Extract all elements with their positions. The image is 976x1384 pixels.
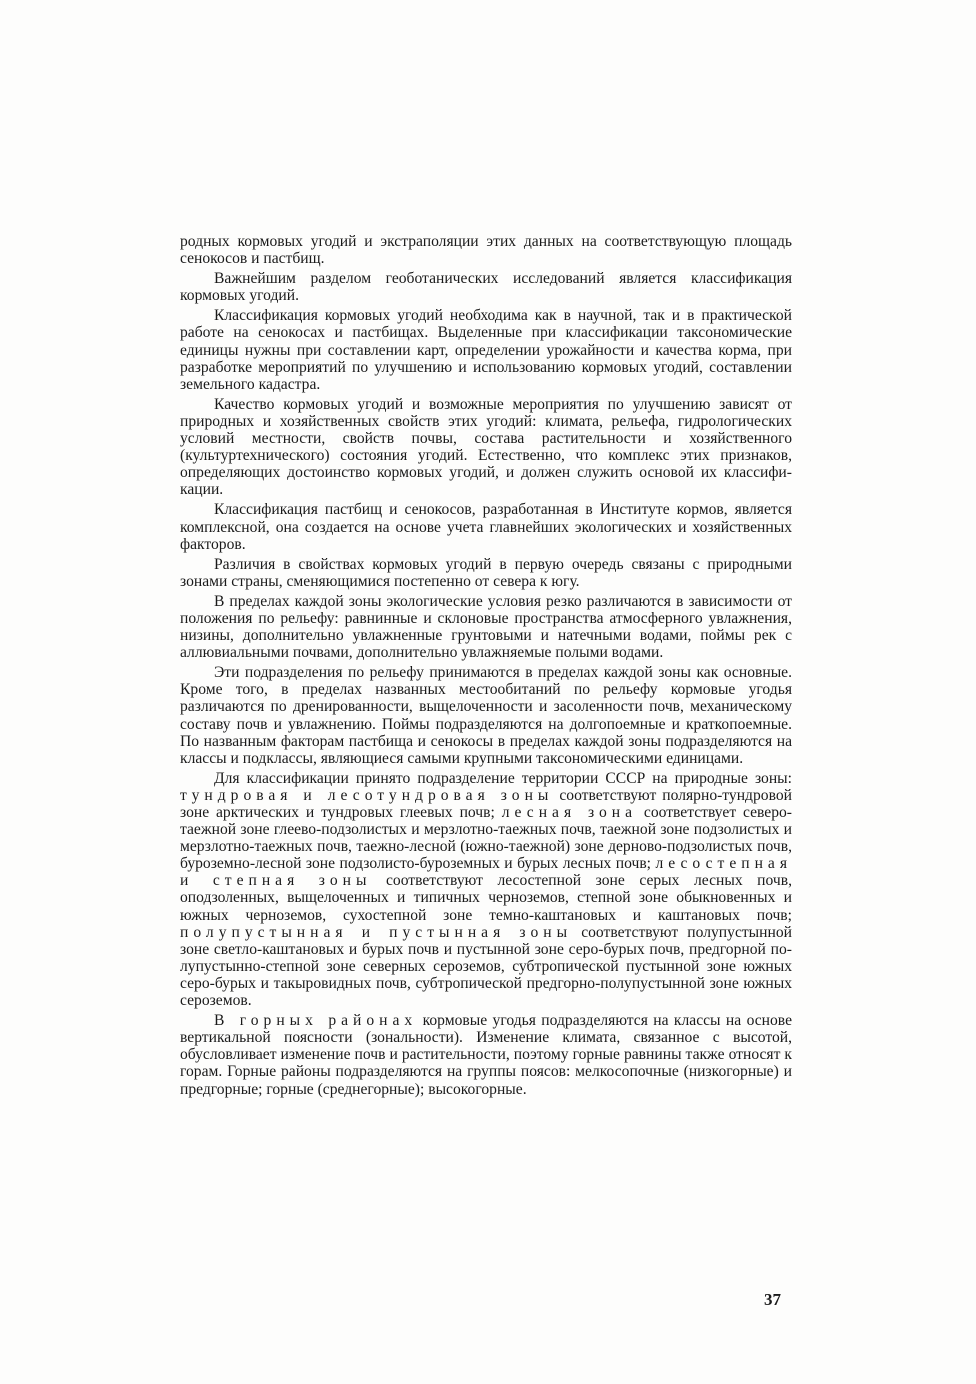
paragraph-text: кормовые угодья подразделяются на классы на основе вертикальной поясности (зональности). Изменение климата, связанное с высотой, обусловливает изменение почв и растительности, поэтому горные равнины также относят к горам. Горные районы подразделяются на группы поясов: мелкосопочные (низкогорные) и предгорные; горные (среднегорные); высокогорные. xyxy=(180,1012,793,1098)
paragraph xyxy=(180,770,792,1009)
paragraph xyxy=(180,307,792,392)
paragraph-text: Различия в свойствах кормовых угодий в первую очередь связаны с природными зонами страны, сменяющимися постепенно от севера к югу. xyxy=(180,555,792,590)
paragraph-text: Для классификации принято подразделение территории СССР на природные зоны: xyxy=(214,769,792,787)
spaced-emphasis-text: полупустынная и пустынная зоны xyxy=(180,923,573,941)
paragraph xyxy=(180,1012,792,1097)
paragraph-text: Качество кормовых угодий и возможные мероприятия по улучшению зависят от природных и хозяйственных свойств этих угодий: климата, рельефа, гидрологических условий местности, свойств почвы, состава растительности и хозяйственного (культуртехнического) состояния угодий. Естественно, что комплекс этих признаков, определяющих достоинство кормовых угодий, и должен служить основой их классификации. xyxy=(180,395,792,499)
spaced-emphasis-text: тундровая и лесотундровая зоны xyxy=(180,786,554,804)
spaced-emphasis-text: лесостепная и степная зоны xyxy=(180,855,792,890)
paragraph xyxy=(180,233,792,267)
paragraph-text: Важнейшим разделом геоботанических исследований является классификация кормовых угодий. xyxy=(180,270,792,305)
paragraph-text: родных кормовых угодий и экстраполяции этих данных на соответствующую площадь сенокосов и пастбищ. xyxy=(180,233,792,268)
paragraph xyxy=(180,593,792,661)
paragraph-text: Классификация кормовых угодий необходима как в научной, так и в практической работе на сенокосах и пастбищах. Выделенные при классификации таксономические единицы нужны при составлении карт, определении урожайности и качества корма, при разработке мероприятий по улучшению и использованию кормовых угодий, составлении земельного кадастра. xyxy=(180,307,792,393)
body-text xyxy=(180,233,792,1101)
page-number: 37 xyxy=(764,1290,781,1309)
paragraph-text: соответствуют лесостепной зоне серых лесных почв, оподзоленных, выщелоченных и типичных черноземов, степной зоне обыкновенных и южных черноземов, сухостепной зоне темно-каштановых и каштановых почв; xyxy=(180,872,792,924)
paragraph-text: Классификация пастбищ и сенокосов, разработанная в Институте кормов, является комплексной, она создается на основе учета главнейших экологических и хозяйственных факторов. xyxy=(180,501,792,553)
paragraph-text: соответствует северо-таежной зоне глеево-подзолистых и мерзлотно-таежных почв, таежной зоне подзолистых и мерзлотно-таежных почв, таежно-лесной (южно-таежной) зоне дерново-подзолистых почв, буроземно-лесной зоне подзолисто-буроземных и бурых лесных почв; xyxy=(180,804,792,873)
paragraph xyxy=(180,396,792,499)
paragraph xyxy=(180,501,792,552)
paragraph-text: Эти подразделения по рельефу принимаются в пределах каждой зоны как основные. Кроме того, в пределах названных местообитаний по рельефу кормовые угодья различаются по дренированности, выщелоченности и засоленности почв, механическому составу почв и увлажнению. Поймы подразделяются на долгопоемные и краткопоемные. По названным факторам пастбища и сенокосы в пределах каждой зоны подразделяются на классы и подклассы, являющиеся самыми крупными таксономическими единицами. xyxy=(180,664,792,767)
paragraph-text: соответствуют полярно-тундровой зоне арктических и тундровых глеевых почв; xyxy=(180,786,792,821)
spaced-emphasis-text: лесная зона xyxy=(501,804,638,821)
paragraph xyxy=(180,664,792,767)
paragraph xyxy=(180,556,792,590)
paragraph-text: соответствуют полупустынной зоне светло-каштановых и бурых почв и пустынной зоне серо-бурых почв, предгорной полупустынно-степной зоне северных сероземов, субтропической пустынной зоне южных серо-бурых и такыровидных почв, субтропической предгорно-полупустынной зоне южных сероземов. xyxy=(180,923,792,1010)
spaced-emphasis-text: В горных районах xyxy=(214,1012,418,1030)
paragraph xyxy=(180,270,792,304)
paragraph-text: В пределах каждой зоны экологические условия резко различаются в зависимости от положения по рельефу: равнинные и склоновые пространства атмосферного увлажнения, низины, дополнительно увлажненные грунтовыми и натечными водами, поймы рек с аллювиальными почвами, дополнительно увлажняемые полыми водами. xyxy=(180,592,792,662)
